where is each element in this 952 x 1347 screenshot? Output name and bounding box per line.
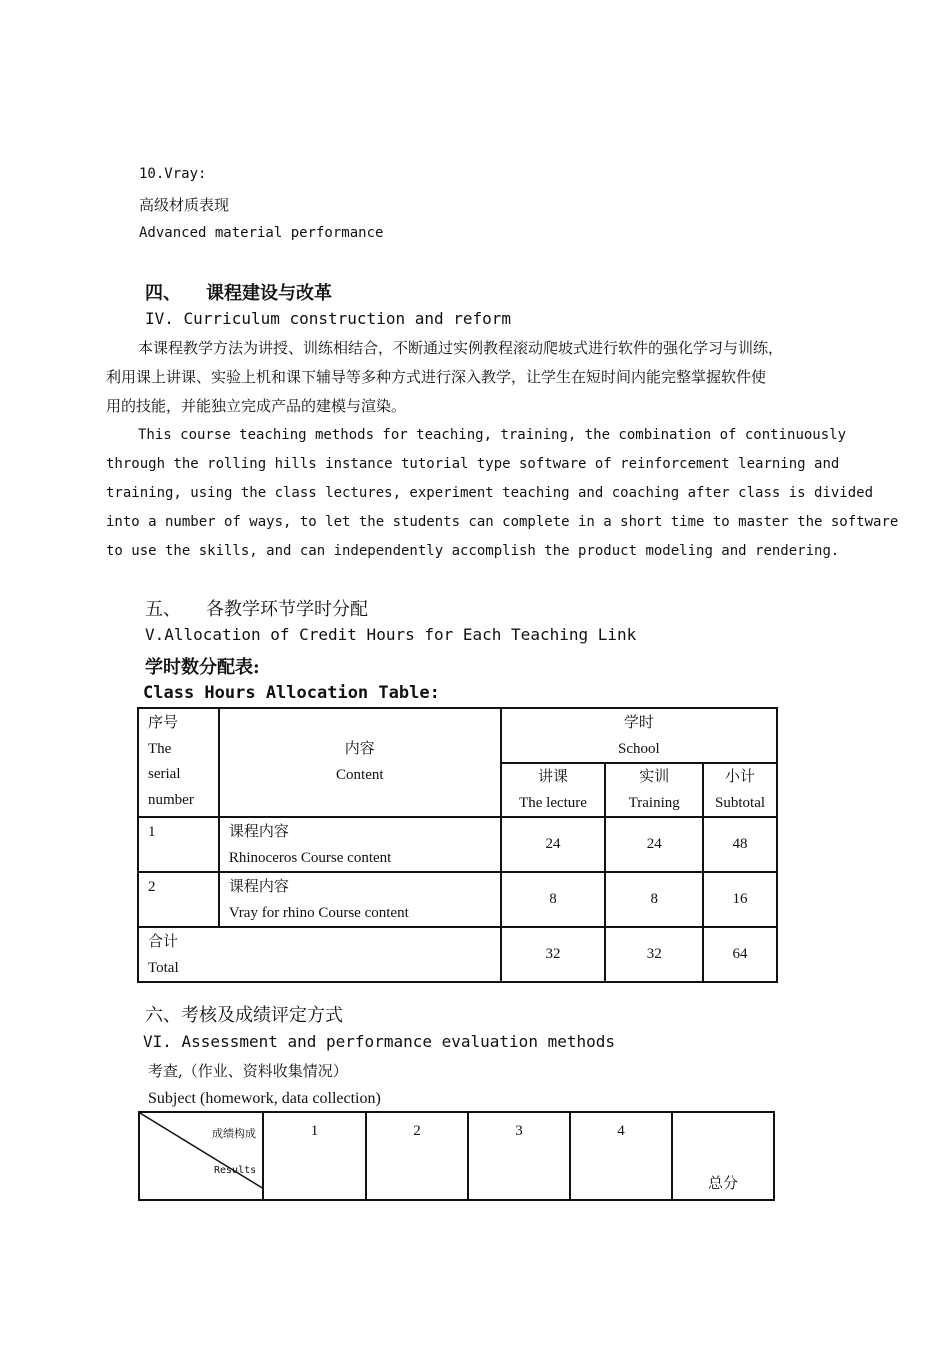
diagonal-header-cell [139, 1112, 263, 1200]
header-content: 内容 Content [219, 708, 501, 817]
class-hours-table [137, 707, 778, 983]
section5-heading-en: V.Allocation of Credit Hours for Each Teaching Link [145, 625, 637, 644]
para-en-line: training, using the class lectures, experiment teaching and coaching after class is divided [106, 485, 874, 501]
total-lecture: 32 [501, 927, 606, 982]
results-total: 总分 [672, 1112, 774, 1200]
row-lecture: 24 [501, 817, 606, 872]
header-lecture: 讲课 The lecture [501, 763, 606, 817]
item10-en: Advanced material performance [139, 225, 384, 241]
method-en: Subject (homework, data collection) [148, 1090, 381, 1107]
para-cn-line: 用的技能，并能独立完成产品的建模与渲染。 [106, 397, 407, 415]
para-cn-line: 本课程教学方法为讲授、训练相结合，不断通过实例教程滚动爬坡式进行软件的强化学习与训练， [138, 339, 784, 357]
row-serial: 2 [138, 872, 219, 927]
diag-top-label: 成绩构成 [212, 1128, 256, 1140]
method-cn: 考查,（作业、资料收集情况） [148, 1062, 348, 1080]
para-cn-line: 利用课上讲课、实验上机和课下辅导等多种方式进行深入教学，让学生在短时间内能完整掌握软件使 [106, 368, 767, 386]
row-content: 课程内容 Vray for rhino Course content [219, 872, 501, 927]
table-total-row [138, 927, 777, 982]
row-training: 24 [605, 817, 703, 872]
results-col-4: 4 [570, 1112, 672, 1200]
section4-paragraph-cn [106, 334, 852, 421]
row-serial: 1 [138, 817, 219, 872]
row-subtotal: 16 [703, 872, 777, 927]
item10-label: 10.Vray: [139, 166, 207, 182]
header-hours: 学时 School [501, 708, 777, 763]
results-table [138, 1111, 775, 1201]
table-title-cn: 学时数分配表: [145, 657, 260, 678]
row-content: 课程内容 Rhinoceros Course content [219, 817, 501, 872]
para-en-line: into a number of ways, to let the students can complete in a short time to master the software [106, 514, 899, 530]
total-label: 合计 Total [138, 927, 501, 982]
total-training: 32 [605, 927, 703, 982]
item10-cn: 高级材质表现 [139, 196, 230, 214]
row-training: 8 [605, 872, 703, 927]
section6-heading-cn: 六、考核及成绩评定方式 [145, 1005, 343, 1026]
section4-heading-cn: 课程建设与改革 [206, 283, 332, 304]
section4-paragraph-en [106, 421, 899, 566]
header-subtotal: 小计 Subtotal [703, 763, 777, 817]
results-col-1: 1 [263, 1112, 366, 1200]
para-en-line: to use the skills, and can independently accomplish the product modeling and rendering. [106, 543, 840, 559]
section4-number: 四、 [145, 283, 181, 304]
para-en-line: through the rolling hills instance tutorial type software of reinforcement learning and [106, 456, 840, 472]
results-col-2: 2 [366, 1112, 468, 1200]
total-subtotal: 64 [703, 927, 777, 982]
para-en-line: This course teaching methods for teaching, training, the combination of continuously [138, 427, 847, 443]
header-training: 实训 Training [605, 763, 703, 817]
table-row [138, 872, 777, 927]
results-col-3: 3 [468, 1112, 570, 1200]
table-title-en: Class Hours Allocation Table: [143, 683, 440, 703]
section5-heading-cn: 各教学环节学时分配 [206, 599, 368, 620]
table-row [138, 817, 777, 872]
section6-heading-en: VI. Assessment and performance evaluation methods [143, 1032, 616, 1051]
row-lecture: 8 [501, 872, 606, 927]
row-subtotal: 48 [703, 817, 777, 872]
section5-number: 五、 [145, 599, 181, 620]
section4-heading-en: IV. Curriculum construction and reform [145, 309, 512, 328]
header-serial: 序号 The serial number [138, 708, 219, 817]
diag-bottom-label: Results [214, 1165, 257, 1176]
